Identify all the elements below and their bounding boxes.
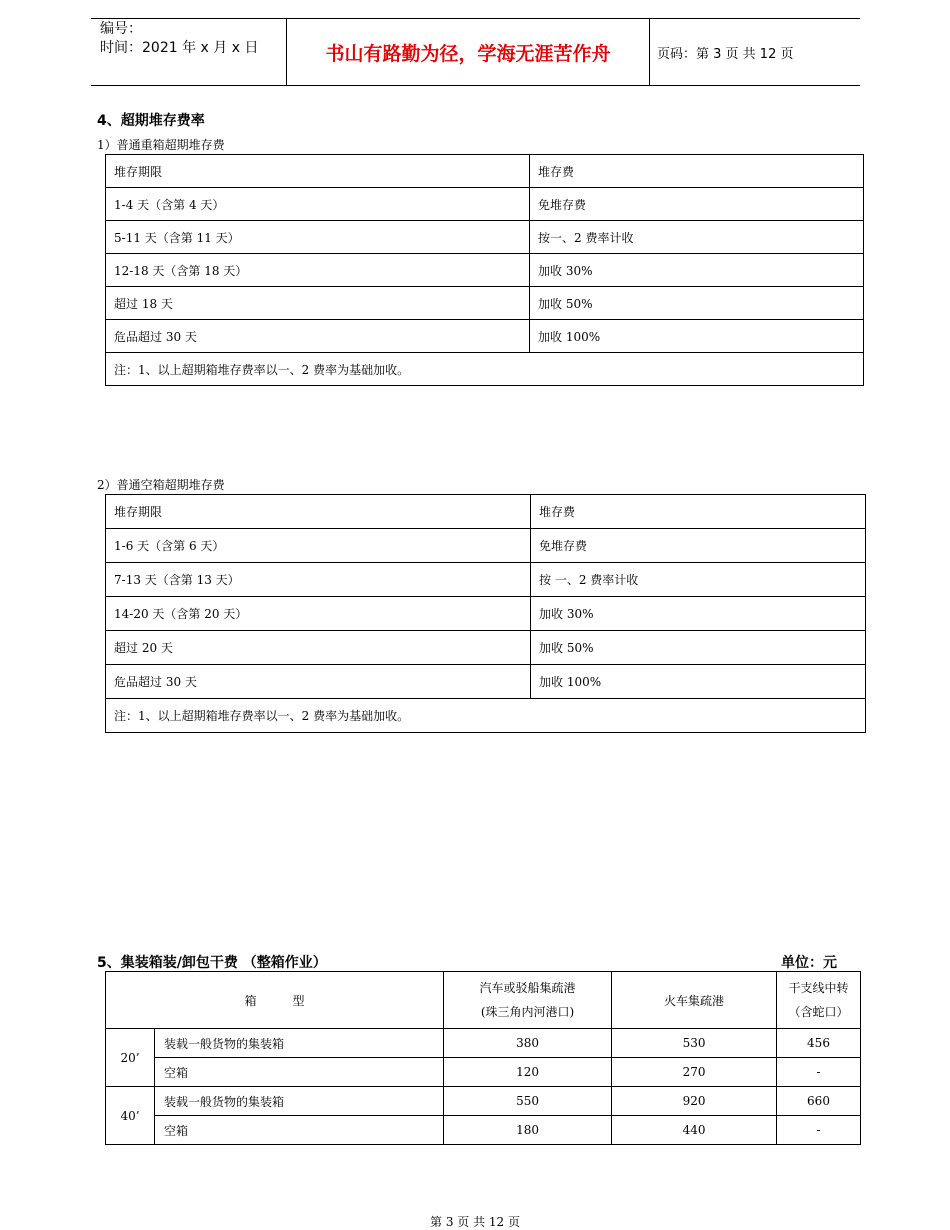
fee-cell: 按 一、2 费率计收 (531, 563, 866, 597)
fee-cell: 加收 100% (530, 320, 864, 353)
table-row (106, 631, 866, 665)
type-cell: 空箱 (155, 1116, 444, 1145)
fee-cell: 按一、2 费率计收 (530, 221, 864, 254)
header-cell: 堆存期限 (106, 155, 530, 188)
fee-cell: 免堆存费 (530, 188, 864, 221)
transship-header (777, 972, 861, 1029)
value-cell: 660 (777, 1087, 861, 1116)
size-cell: 40’ (106, 1087, 155, 1145)
table1-title: 1）普通重箱超期堆存费 (97, 138, 225, 152)
header-time-label: 时间：2021 年 x 月 x 日 (100, 40, 259, 56)
table-row (106, 188, 864, 221)
truck-barge-header (444, 972, 612, 1029)
rail-header: 火车集疏港 (612, 972, 777, 1029)
table-note-row (106, 699, 866, 733)
table-row (106, 1087, 861, 1116)
header-cell: 堆存期限 (106, 495, 531, 529)
period-cell: 5-11 天（含第 11 天） (106, 221, 530, 254)
table2-title: 2）普通空箱超期堆存费 (97, 478, 225, 492)
period-cell: 危品超过 30 天 (106, 665, 531, 699)
header-line: 干支线中转 (788, 981, 849, 995)
table-header-row (106, 155, 864, 188)
header-motto: 书山有路勤为径，学海无涯苦作舟 (325, 42, 611, 65)
handling-fee-table (105, 971, 861, 1145)
header-line: (珠三角内河港口) (480, 1005, 575, 1019)
value-cell: - (777, 1116, 861, 1145)
table-note-row (106, 353, 864, 386)
fee-cell: 加收 50% (530, 287, 864, 320)
period-cell: 1-4 天（含第 4 天） (106, 188, 530, 221)
header-divider (649, 19, 650, 85)
value-cell: 270 (612, 1058, 777, 1087)
type-cell: 空箱 (155, 1058, 444, 1087)
value-cell: 380 (444, 1029, 612, 1058)
table-row (106, 563, 866, 597)
section4-title: 4、超期堆存费率 (97, 113, 205, 129)
fee-cell: 加收 50% (531, 631, 866, 665)
table-row (106, 1029, 861, 1058)
type-cell: 装载一般货物的集装箱 (155, 1029, 444, 1058)
table-row (106, 287, 864, 320)
period-cell: 1-6 天（含第 6 天） (106, 529, 531, 563)
table-row (106, 1116, 861, 1145)
size-cell: 20’ (106, 1029, 155, 1087)
page-header (91, 18, 860, 86)
header-code-label: 编号： (100, 21, 142, 37)
heavy-box-storage-table (105, 154, 864, 386)
fee-cell: 加收 30% (531, 597, 866, 631)
page-footer: 第 3 页 共 12 页 (430, 1215, 520, 1229)
fee-cell: 免堆存费 (531, 529, 866, 563)
period-cell: 12-18 天（含第 18 天） (106, 254, 530, 287)
period-cell: 14-20 天（含第 20 天） (106, 597, 531, 631)
table-header-row (106, 495, 866, 529)
value-cell: 180 (444, 1116, 612, 1145)
table-row (106, 320, 864, 353)
note-cell: 注：1、以上超期箱堆存费率以一、2 费率为基础加收。 (106, 699, 866, 733)
note-cell: 注：1、以上超期箱堆存费率以一、2 费率为基础加收。 (106, 353, 864, 386)
value-cell: 920 (612, 1087, 777, 1116)
value-cell: 530 (612, 1029, 777, 1058)
value-cell: 440 (612, 1116, 777, 1145)
box-type-header: 箱 型 (106, 972, 444, 1029)
table-row (106, 665, 866, 699)
fee-cell: 加收 30% (530, 254, 864, 287)
table-row (106, 254, 864, 287)
period-cell: 超过 18 天 (106, 287, 530, 320)
value-cell: 120 (444, 1058, 612, 1087)
header-cell: 堆存费 (531, 495, 866, 529)
header-page-label: 页码：第 3 页 共 12 页 (657, 46, 794, 62)
period-cell: 危品超过 30 天 (106, 320, 530, 353)
header-line: 汽车或驳船集疏港 (479, 981, 576, 995)
type-cell: 装载一般货物的集装箱 (155, 1087, 444, 1116)
table-header-row (106, 972, 861, 1029)
unit-label: 单位：元 (781, 955, 837, 971)
fee-cell: 加收 100% (531, 665, 866, 699)
period-cell: 7-13 天（含第 13 天） (106, 563, 531, 597)
table-row (106, 1058, 861, 1087)
section5-title: 5、集装箱装/卸包干费 （整箱作业） (97, 955, 327, 971)
header-cell: 堆存费 (530, 155, 864, 188)
value-cell: 456 (777, 1029, 861, 1058)
table-row (106, 221, 864, 254)
table-row (106, 597, 866, 631)
period-cell: 超过 20 天 (106, 631, 531, 665)
table-row (106, 529, 866, 563)
value-cell: - (777, 1058, 861, 1087)
value-cell: 550 (444, 1087, 612, 1116)
header-line: （含蛇口） (788, 1005, 849, 1019)
empty-box-storage-table (105, 494, 866, 733)
header-meta (100, 20, 258, 58)
